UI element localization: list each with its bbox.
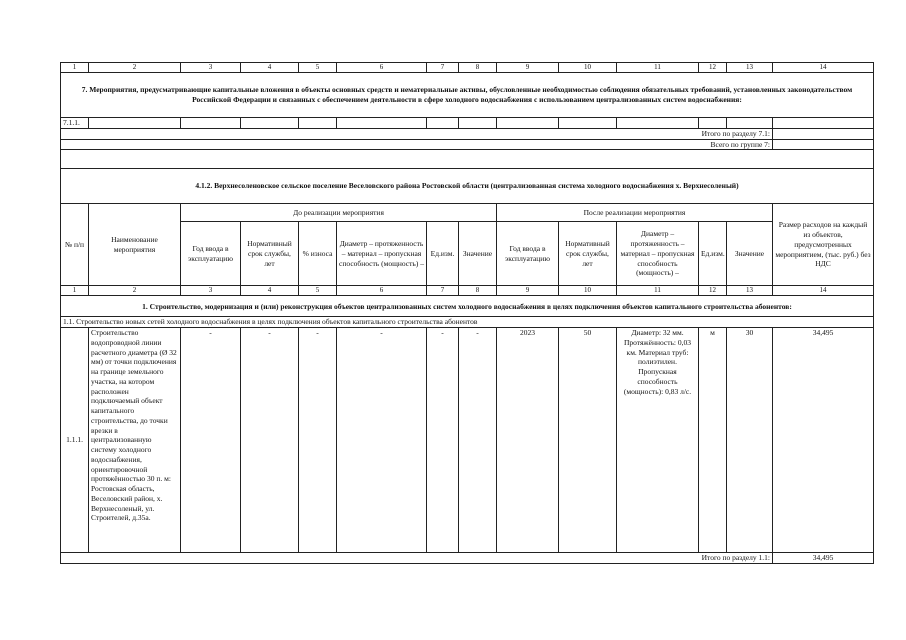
col-number: 2	[89, 63, 181, 73]
before-wear: -	[299, 328, 337, 553]
col-number: 12	[699, 286, 727, 296]
header-no: № п/п	[61, 204, 89, 286]
col-number: 5	[299, 286, 337, 296]
col-number: 6	[337, 286, 427, 296]
col-number: 11	[617, 286, 699, 296]
before-unit: -	[427, 328, 459, 553]
header-service-life-before: Нормативный срок службы, лет	[241, 222, 299, 286]
after-service-life: 50	[559, 328, 617, 553]
col-number: 14	[773, 63, 874, 73]
total-row	[61, 128, 874, 139]
row-id: 7.1.1.	[61, 118, 89, 129]
header-cost: Размер расходов на каждый из объектов, предусмотренных мероприятием, (тыс. руб.) без НДС	[773, 204, 874, 286]
spacer-row	[61, 150, 874, 169]
header-name: Наименование мероприятия	[89, 204, 181, 286]
total-section-7-1-value	[773, 128, 874, 139]
section-7-title: 7. Мероприятия, предусматривающие капитальные вложения в объекты основных средств и нематериальные активы, обусловленные необходимостью соблюдения обязательных требований, установленных законодательством Российской Федерации и связанных с обеспечением деятельности в сфере холодного водоснабжения с использованием централизованных систем водоснабжения:	[61, 73, 874, 118]
header-value-before: Значение	[459, 222, 497, 286]
col-number: 12	[699, 63, 727, 73]
header-service-life-after: Нормативный срок службы, лет	[559, 222, 617, 286]
header-before: До реализации мероприятия	[181, 204, 497, 222]
header-diameter-before: Диаметр – протяженность – материал – пропускная способность (мощность) –	[337, 222, 427, 286]
total-row	[61, 139, 874, 150]
subsection-row	[61, 317, 874, 328]
col-number: 11	[617, 63, 699, 73]
total-group-7-label: Всего по группе 7:	[61, 139, 773, 150]
col-number: 14	[773, 286, 874, 296]
subsection-title: 1.1. Строительство новых сетей холодного водоснабжения в целях подключения объектов капитального строительства абонентов	[61, 317, 874, 328]
col-number: 10	[559, 286, 617, 296]
before-params: -	[337, 328, 427, 553]
row-name: Строительство водопроводной линии расчетного диаметра (Ø 32 мм) от точки подключения на границе земельного участка, на котором расположен подключаемый объект капитального строительства, до точки врезки в централизованную систему холодного водоснабжения, ориентировочной протяжённостью 30 п. м: Ростовская область, Веселовский район, х. Верхнесоленый, ул. Строителей, д.35а.	[89, 328, 181, 553]
header-wear: % износа	[299, 222, 337, 286]
column-number-row	[61, 63, 874, 73]
col-number: 8	[459, 286, 497, 296]
total-group-7-value	[773, 139, 874, 150]
col-number: 13	[727, 286, 773, 296]
col-number: 1	[61, 286, 89, 296]
section-7-row	[61, 73, 874, 118]
header-unit-before: Ед.изм.	[427, 222, 459, 286]
col-number: 10	[559, 63, 617, 73]
total-section-1-1-label: Итого по разделу 1.1:	[61, 553, 773, 564]
before-service-life: -	[241, 328, 299, 553]
table-row	[61, 118, 874, 129]
settlement-title: 4.1.2. Верхнесоленовское сельское поселение Веселовского района Ростовской области (централизованная система холодного водоснабжения х. Верхнесоленый)	[61, 169, 874, 204]
after-value: 30	[727, 328, 773, 553]
column-number-row	[61, 286, 874, 296]
header-diameter-after: Диаметр – протяженность – материал – пропускная способность (мощность) –	[617, 222, 699, 286]
col-number: 6	[337, 63, 427, 73]
section-1-row	[61, 296, 874, 317]
total-section-1-1-value: 34,495	[773, 553, 874, 564]
spacer	[61, 150, 874, 169]
section-1-title: 1. Строительство, модернизация и (или) реконструкция объектов централизованных систем холодного водоснабжения в целях подключения объектов капитального строительства абонентов:	[61, 296, 874, 317]
row-cost: 34,495	[773, 328, 874, 553]
header-unit-after: Ед.изм.	[699, 222, 727, 286]
header-year-before: Год ввода в эксплуатацию	[181, 222, 241, 286]
before-value: -	[459, 328, 497, 553]
col-number: 13	[727, 63, 773, 73]
col-number: 9	[497, 286, 559, 296]
total-row	[61, 553, 874, 564]
header-year-after: Год ввода в эксплуатацию	[497, 222, 559, 286]
col-number: 5	[299, 63, 337, 73]
col-number: 4	[241, 63, 299, 73]
col-number: 9	[497, 63, 559, 73]
after-year: 2023	[497, 328, 559, 553]
header-value-after: Значение	[727, 222, 773, 286]
col-number: 1	[61, 63, 89, 73]
after-unit: м	[699, 328, 727, 553]
col-number: 2	[89, 286, 181, 296]
after-params: Диаметр: 32 мм. Протяжённость: 0,03 км. Материал труб: полиэтилен. Пропускная способность (мощность): 0,83 л/с.	[617, 328, 699, 553]
before-year: -	[181, 328, 241, 553]
col-number: 3	[181, 286, 241, 296]
col-number: 7	[427, 286, 459, 296]
col-number: 8	[459, 63, 497, 73]
header-row	[61, 204, 874, 222]
header-row	[61, 222, 874, 286]
document-table	[60, 62, 874, 564]
settlement-row	[61, 169, 874, 204]
table-row	[61, 328, 874, 553]
total-section-7-1-label: Итого по разделу 7.1:	[61, 128, 773, 139]
col-number: 3	[181, 63, 241, 73]
row-id: 1.1.1.	[61, 328, 89, 553]
header-after: После реализации мероприятия	[497, 204, 773, 222]
col-number: 4	[241, 286, 299, 296]
col-number: 7	[427, 63, 459, 73]
